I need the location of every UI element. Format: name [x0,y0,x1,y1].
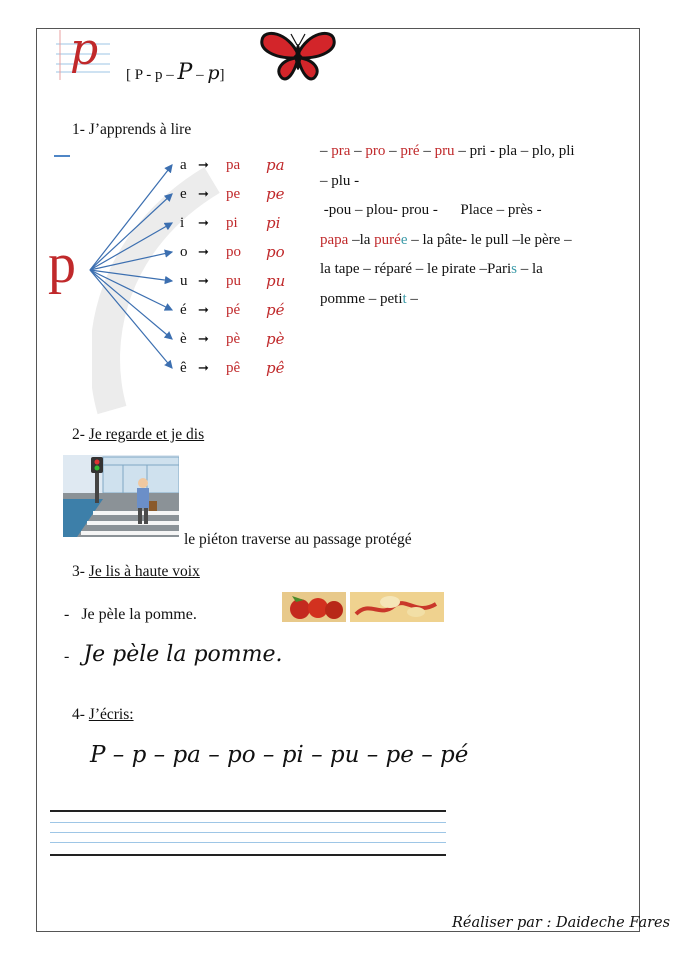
vowel-letter: u [180,272,188,289]
vowel-letter: i [180,214,185,231]
silent-letter: e [400,231,408,248]
arrow-icon: ➞ [198,215,209,230]
header-letter-script: p [70,24,99,75]
section2-number: 2- [72,426,89,443]
section3-title-text: Je lis à haute voix [88,563,200,580]
print-sentence [64,606,197,624]
arrow-icon: ➞ [198,302,209,317]
syllable-cursive: pe [266,185,285,203]
word-line-4 [320,226,620,256]
arrow-icon: ➞ [198,157,209,172]
vowel-letter: é [180,301,187,318]
vowel-letter: è [180,330,187,347]
signature: Réaliser par : Daideche Fares [452,915,671,931]
peeled-apple-image [350,592,444,622]
section3-number: 3- [72,563,89,580]
sentence-print: Je pèle la pomme. [81,606,197,623]
syllable-cursive: pè [266,330,285,348]
vowel-letter: e [180,185,187,202]
syllable-row [180,268,285,294]
letter-tile [56,24,110,80]
syllable-row [180,152,285,178]
fan-arrow [90,223,172,270]
silent-letter: t [402,290,407,307]
syllable-print: pè [226,330,241,347]
section2-title-text: Je regarde et je dis [88,426,205,443]
word-text: – [320,143,332,159]
rule-line [50,822,446,823]
rule-line [50,832,446,833]
fan-arrow [90,270,172,368]
word-puree: puré [374,231,401,248]
syllable-cursive: pé [266,301,285,319]
word-line-1 [320,137,620,167]
rule-line [50,842,446,843]
section4-number: 4- [72,706,89,723]
writing-lines[interactable] [50,810,446,858]
arrow-icon: ➞ [198,331,209,346]
word-pro: pro [365,143,386,159]
vowel-letter: ê [180,359,187,376]
fan-arrow [90,194,172,270]
vowel-letter: o [180,243,188,260]
cursive-sentence [64,642,283,667]
syllable-cursive: pê [266,359,285,377]
rule-line [50,810,446,812]
syllable-cursive: pa [266,156,285,174]
letter-forms [126,60,225,85]
syllable-print: pe [226,185,241,202]
word-papa: papa [320,231,349,248]
letter-forms-open: [ P - p – [126,67,174,83]
word-text: – la [517,261,543,277]
syllable-print: pê [226,359,241,376]
word-pre: pré [400,143,420,159]
crosswalk-illustration [63,455,179,537]
word-pra: pra [331,143,351,159]
word-text: – pri - pla – plo, pli [454,143,575,159]
word-line-5 [320,255,620,285]
sentence-cursive: Je pèle la pomme. [83,642,283,667]
arrow-icon: ➞ [198,244,209,259]
arrow-icon: ➞ [198,273,209,288]
section2-caption: le piéton traverse au passage protégé [184,531,412,548]
letter-forms-cap: P [177,60,193,85]
word-list [320,137,620,314]
section4-title-text: J’écris: [88,706,134,723]
letter-forms-sep: – [196,67,204,83]
word-line-3: -pou – plou- prou - Place – près - [320,202,542,218]
section3-title [72,563,200,581]
word-text: –la [348,231,375,248]
letter-forms-small: p [207,62,220,84]
word-pru: pru [434,143,455,159]
letter-forms-close: ] [219,67,225,83]
blue-mark [54,155,70,157]
word-text: – [419,143,435,159]
arrow-icon: ➞ [198,186,209,201]
syllable-row [180,239,285,265]
arrow-icon: ➞ [198,360,209,375]
word-line-2: – plu - [320,172,360,189]
section4-title [72,706,134,724]
butterfly-icon [258,30,338,82]
word-text: – [406,290,418,307]
syllable-row [180,181,284,207]
syllable-print: po [226,243,241,260]
word-text: pomme – peti [320,290,403,307]
syllable-row [180,355,284,381]
syllable-row [180,210,280,236]
apples-image [282,592,346,622]
section2-title [72,426,204,444]
word-text: – la pâte- le pull –le père – [407,231,572,248]
word-text: – [350,143,366,159]
rule-line [50,854,446,856]
fan-arrows [80,150,180,400]
bullet-dash: - [64,606,70,623]
syllable-print: pa [226,156,241,173]
syllable-cursive: po [266,243,285,261]
word-text: – [385,143,401,159]
cursive-model-line: P – p – pa – po – pi – pu – pe – pé [90,742,469,768]
syllable-print: pé [226,301,241,318]
bullet-dash: - [64,648,70,665]
silent-letter: s [511,261,517,277]
syllable-row [180,326,284,352]
syllable-row [180,297,284,323]
word-text: la tape – réparé – le pirate –Pari [320,261,512,277]
big-letter-p: p [48,233,76,295]
syllable-print: pu [226,272,241,289]
section1-title: 1- J’apprends à lire [72,121,192,138]
syllable-cursive: pi [266,214,281,232]
syllable-cursive: pu [266,272,286,290]
word-line-6 [320,285,620,315]
vowel-letter: a [180,156,187,173]
syllable-print: pi [226,214,238,231]
